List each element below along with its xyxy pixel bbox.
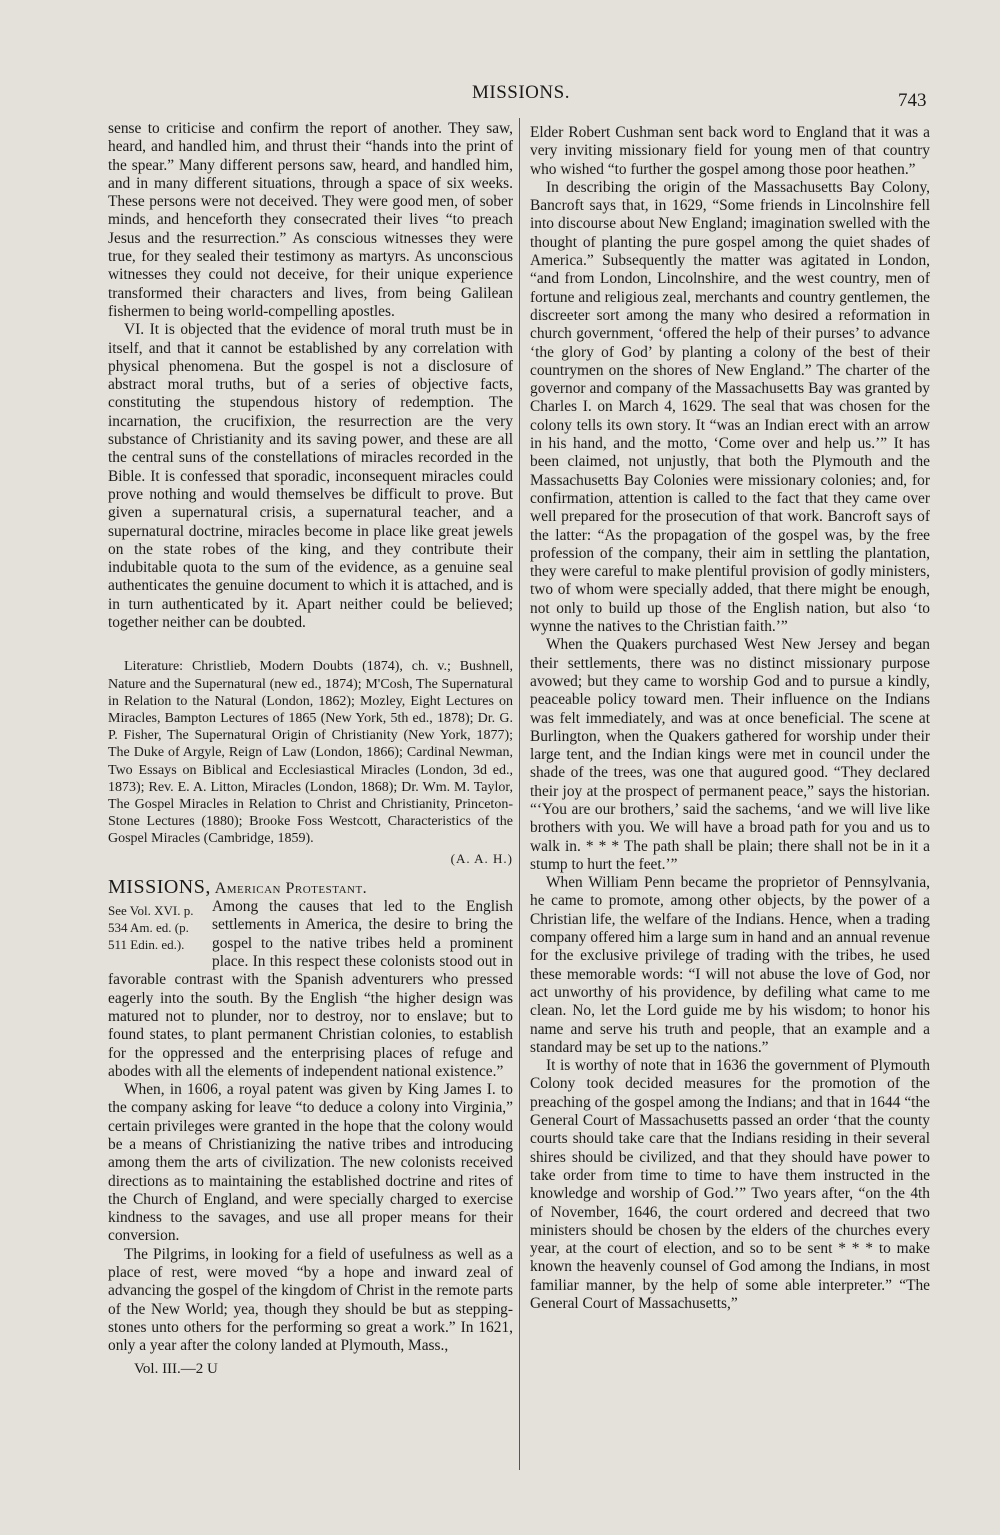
paragraph: When William Penn became the proprietor of Pennsylvania, he came to promote, among other objects, by the power of a Christian life, the welfare of the Indians. Hence, when a trading company offered him a large sum in hand and an annual revenue for the exclusive privilege of trading with the tribes, he used these memorable words: “I will not abuse the love of God, nor act unworthy of his providence, by defiling what came to me clean. No, let the Lord guide me by his wisdom; to honor his name and serve his truth and people, that an example and a standard may be set up to the nations.” — [530, 874, 930, 1056]
paragraph: It is worthy of note that in 1636 the government of Plymouth Colony took decided measures for the promotion of the preaching of the gospel among the Indians; and that in 1644 “the General Court of Massachusetts passed an order ‘that the county courts should take care that the Indians residing in their several shires should be civilized, and that they should have power to take order from time to time to have them instructed in the knowledge and worship of God.’” Two years after, “on the 4th of November, 1646, the court ordered and decreed that two ministers should be chosen by the elders of the churches every year, at the court of election, and so to be sent * * * to make known the heavenly counsel of God among the Indians, in most familiar manner, by the help of some able interpreter.” “The General Court of Massachusetts,” — [530, 1057, 930, 1312]
paragraph: Elder Robert Cushman sent back word to England that it was a very inviting missionary field for young men of that country who wished “to further the gospel among those poor heathen.” — [530, 124, 930, 178]
article-subheading: American Protestant. — [214, 879, 368, 897]
paragraph: When the Quakers purchased West New Jersey and began their settlements, there was no distinct missionary purpose avowed; but they came to worship God and to pursue a kindly, peaceable policy toward men. Their influence on the Indians was felt immediately, and was at once beneficial. The scene at Burlington, when the Quakers gathered for worship under their large tent, and the Indian kings were met in council under the shade of the trees, was one that augured good. “They declared their joy at the prospect of permanent peace,” says the historian. “‘You are our brothers,’ said the sachems, ‘and we will live like brothers with you. We will have a broad path for you and us to walk in. * * * The path shall be plain; there shall not be in it a stump to hurt the feet.’” — [530, 636, 930, 873]
page-number: 743 — [898, 90, 927, 111]
author-initials: (A. A. H.) — [450, 850, 513, 866]
page-header — [0, 82, 1000, 112]
right-column — [530, 124, 930, 1313]
article-heading — [108, 875, 513, 898]
paragraph: The Pilgrims, in looking for a field of usefulness as well as a place of rest, were moved “by a hope and inward zeal of advancing the gospel of the kingdom of Christ in the remote parts of the New World; yea, though they should be but as stepping-stones unto others for the performing so great a work.” In 1621, only a year after the colony landed at Plymouth, Mass., — [108, 1245, 513, 1355]
signature-mark: Vol. III.—2 U — [134, 1360, 218, 1377]
paragraph: When, in 1606, a royal patent was given by King James I. to the company asking for leave “to deduce a colony into Virginia,” certain privileges were granted in the hope that the colony would be a means of Christianizing the native tribes and introducing among them the arts of civilization. The new colonists received directions as to maintaining the established doctrine and rites of the Church of England, and were specially charged to exercise kindness to the savages, and use all proper means for their conversion. — [108, 1081, 513, 1245]
literature-note: Literature: Christlieb, Modern Doubts (1874), ch. v.; Bushnell, Nature and the Supernatural (new ed., 1874); M'Cosh, The Supernatural in Relation to the Natural (London, 1862); Mozley, Eight Lectures on Miracles, Bampton Lectures of 1865 (New York, 5th ed., 1878); Dr. G. P. Fisher, The Supernatural Origin of Christianity (New York, 1877); The Duke of Argyle, Reign of Law (London, 1866); Cardinal Newman, Two Essays on Biblical and Ecclesiastical Miracles (London, 3d ed., 1873); Rev. E. A. Litton, Miracles (London, 1868); Dr. Wm. M. Taylor, The Gospel Miracles in Relation to Christ and Christianity, Princeton-Stone Lectures (1880); Brooke Foss Westcott, Characteristics of the Gospel Miracles (Cambridge, 1859). — [108, 659, 513, 847]
running-head: MISSIONS. — [472, 82, 570, 103]
cross-reference-sidenote: See Vol. XVI. p. 534 Am. ed. (p. 511 Edin. ed.). — [108, 903, 194, 953]
column-divider — [519, 118, 520, 1470]
paragraph: sense to criticise and confirm the report of another. They saw, heard, and handled him, and thrust their “hands into the print of the spear.” Many different persons saw, heard, and handled him, and in many different situations, through a space of six weeks. These persons were not deceived. They were good men, of sober minds, and henceforth they consecrated their lives “to preach Jesus and the resurrection.” As conscious witnesses they were true, for they sealed their testimony as martyrs. As unconscious witnesses they could not deceive, for their unique experience transformed their characters and lives, from being Galilean fishermen to being world-compelling apostles. — [108, 120, 513, 320]
paragraph: In describing the origin of the Massachusetts Bay Colony, Bancroft says that, in 1629, “Some friends in Lincolnshire fell into discourse about New England; imagination swelled with the thought of planting the pure gospel among the quiet shades of America.” Subsequently the matter was agitated in London, “and from London, Lincolnshire, and the west country, men of fortune and religious zeal, merchants and country gentlemen, the discreeter sort among the many who desired a reformation in church government, ‘offered the help of their purses’ to advance ‘the glory of God’ by planting a colony of the best of their countrymen on the shores of New England.” The charter of the governor and company of the Massachusetts Bay was granted by Charles I. on March 4, 1629. The seal that was chosen for the colony tells its own story. It “was an Indian erect with an arrow in his hand, and the motto, ‘Come over and help us.’” It has been claimed, not unjustly, that both the Plymouth and the Massachusetts Bay Colonies were missionary colonies; and, for confirmation, attention is called to the fact that they came over well prepared for the prosecution of that work. Bancroft says of the latter: “As the propagation of the gospel was, by the free profession of the company, their aim in settling the plantation, they were careful to make plentiful provision of godly ministers, two of whom were specially added, that there might be enough, not only to build up those of the English nation, but also ‘to wynne the natives to the Christian faith.’” — [530, 178, 930, 636]
left-column — [108, 120, 513, 1378]
paragraph: Among the causes that led to the English settlements in America, the desire to bring the gospel to the native tribes held a prominent place. In this respect these colonists stood out in favorable contrast with the Spanish adventurers who pressed eagerly into the south. By the English “the higher design was matured not to plunder, nor to destroy, nor to enslave; but to found states, to plant permanent Christian colonies, to establish for the oppressed and the enterprising places of refuge and abodes with all the elements of independent national existence.” — [108, 898, 513, 1080]
paragraph: VI. It is objected that the evidence of moral truth must be in itself, and that it cannot be established by any correlation with physical phenomena. But the gospel is not a disclosure of abstract moral truths, but of a series of objective facts, constituting the stupendous history of redemption. The incarnation, the crucifixion, the resurrection are the very substance of Christianity and its saving power, and these are all the central suns of the constellations of miracles recorded in the Bible. It is confessed that sporadic, inconsequent miracles could prove nothing and would themselves be difficult to prove. But given a supernatural crisis, a supernatural teacher, and a supernatural doctrine, miracles become in place like great jewels on the state robes of the king, and they contribute their indubitable quota to the sum of the evidence, as a genuine seal authenticates the genuine document to which it is attached, and is in turn authenticated by it. Apart neither could be believed; together neither can be doubted. — [108, 321, 513, 632]
article-headword: MISSIONS, — [108, 875, 211, 898]
